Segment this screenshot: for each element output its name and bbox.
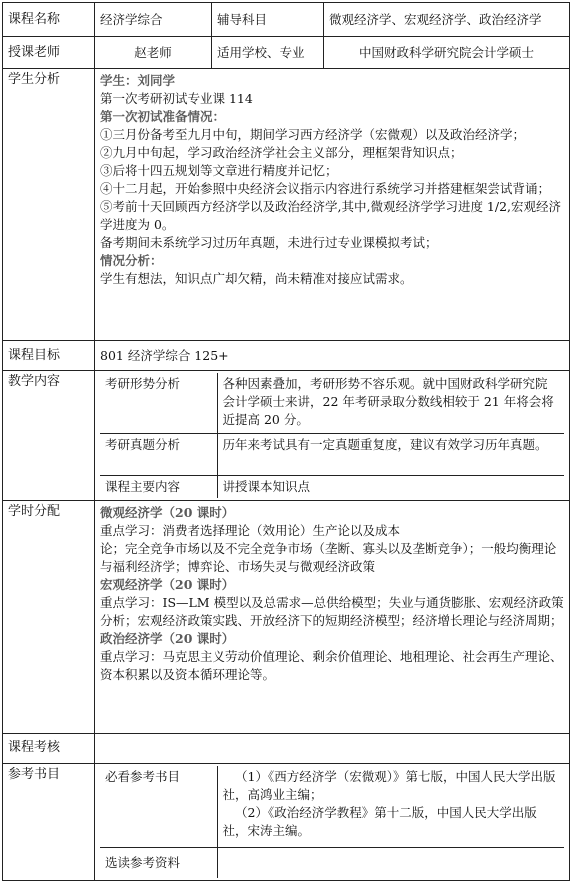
teaching-item <box>100 373 564 433</box>
hours-heading: 微观经济学（20 课时） <box>100 504 235 520</box>
hours-line: 论；完全竞争市场以及不完全竞争市场（垄断、寡头以及垄断竞争）；一般均衡理论与福利经济学；博弈论、市场失灵与微观经济政策 <box>100 540 557 574</box>
course-name-row <box>3 3 570 37</box>
reference-item: （1）《西方经济学（宏微观）》第七版，中国人民大学出版社，高鸿业主编； <box>222 768 556 802</box>
optional-references-value <box>217 848 564 878</box>
hours-line: 重点学习：马克思主义劳动价值理论、剩余价值理论、地租理论、社会再生产理论、资本积累以及资本循环理论等。 <box>100 648 563 682</box>
analysis-line: 第一次考研初试专业课 114 <box>100 91 253 106</box>
analysis-line: ②九月中旬起，学习政治经济学社会主义部分，理框架背知识点； <box>100 145 463 160</box>
hours-line: 重点学习：消费者选择理论（效用论）生产论以及成本 <box>100 522 401 538</box>
teaching-item-content: 历年来考试具有一定真题重复度，建议有效学习历年真题。 <box>217 433 564 475</box>
teaching-item-name: 课程主要内容 <box>100 475 217 498</box>
teaching-content <box>95 371 570 501</box>
analysis-line: ⑤考前十天回顾西方经济学以及政治经济学,其中,微观经济学学习进度 1/2,宏观经济学进度为 0。 <box>100 199 562 232</box>
assessment-row <box>3 733 570 763</box>
goal-row <box>3 341 570 371</box>
student-analysis-content <box>95 69 570 341</box>
goal-value: 801 经济学综合 125+ <box>95 341 570 371</box>
references-content <box>95 763 570 880</box>
subject-value: 微观经济学、宏观经济学、政治经济学 <box>324 3 570 37</box>
teacher-label: 授课老师 <box>3 37 95 69</box>
school-value: 中国财政科学研究院会计学硕士 <box>324 37 570 69</box>
required-references-label: 必看参考书目 <box>100 766 217 848</box>
references-row <box>3 763 570 880</box>
hours-heading: 政治经济学（20 课时） <box>100 630 235 646</box>
student-name-line: 学生：刘同学 <box>100 73 176 88</box>
analysis-heading: 情况分析： <box>100 253 163 268</box>
analysis-line: ①三月份备考至九月中旬，期间学习西方经济学（宏微观）以及政治经济学； <box>100 127 526 142</box>
optional-references-label: 选读参考资料 <box>100 848 217 878</box>
goal-label: 课程目标 <box>3 341 95 371</box>
teaching-item-name: 考研真题分析 <box>100 433 217 475</box>
lesson-plan-table <box>2 2 570 881</box>
hours-content <box>95 500 570 733</box>
teaching-label: 教学内容 <box>3 371 95 501</box>
teaching-item <box>100 475 564 498</box>
teaching-item-name: 考研形势分析 <box>100 373 217 433</box>
analysis-heading: 第一次初试准备情况： <box>100 109 226 124</box>
teaching-row <box>3 371 570 501</box>
analysis-line: ③后将十四五规划等文章进行精度并记忆； <box>100 163 338 178</box>
school-label: 适用学校、专业 <box>212 37 324 69</box>
assessment-value <box>95 733 570 763</box>
teaching-item-content: 各种因素叠加，考研形势不容乐观。就中国财政科学研究院会计学硕士来讲，22 年考研录取分数线相较于 21 年将会将近提高 20 分。 <box>217 373 564 433</box>
analysis-line: ④十二月起，开始参照中央经济会议指示内容进行系统学习并搭建框架尝试背诵； <box>100 181 551 196</box>
teaching-item-content: 讲授课本知识点 <box>217 475 564 498</box>
required-references <box>100 766 564 848</box>
teacher-row <box>3 37 570 69</box>
assessment-label: 课程考核 <box>3 733 95 763</box>
student-analysis-label: 学生分析 <box>3 69 95 341</box>
hours-row <box>3 500 570 733</box>
teacher-value: 赵老师 <box>95 37 212 69</box>
hours-line: 重点学习：IS—LM 模型以及总需求—总供给模型；失业与通货膨胀、宏观经济政策分析；宏观经济政策实践、开放经济下的短期经济模型；经济增长理论与经济周期； <box>100 594 564 628</box>
teaching-item <box>100 433 564 475</box>
teaching-subtable <box>100 373 564 498</box>
hours-label: 学时分配 <box>3 500 95 733</box>
analysis-line: 学生有想法，知识点广却欠精，尚未精准对接应试需求。 <box>100 271 413 286</box>
reference-item: （2）《政治经济学教程》第十二版，中国人民大学出版社，宋涛主编。 <box>222 804 537 838</box>
optional-references <box>100 848 564 878</box>
required-references-list <box>217 766 564 848</box>
student-analysis-row <box>3 69 570 341</box>
references-label: 参考书目 <box>3 763 95 880</box>
subject-label: 辅导科目 <box>212 3 324 37</box>
course-name-label: 课程名称 <box>3 3 95 37</box>
hours-heading: 宏观经济学（20 课时） <box>100 576 235 592</box>
references-subtable <box>100 766 564 878</box>
analysis-line: 备考期间未系统学习过历年真题，未进行过专业课模拟考试； <box>100 235 438 250</box>
course-name-value: 经济学综合 <box>95 3 212 37</box>
